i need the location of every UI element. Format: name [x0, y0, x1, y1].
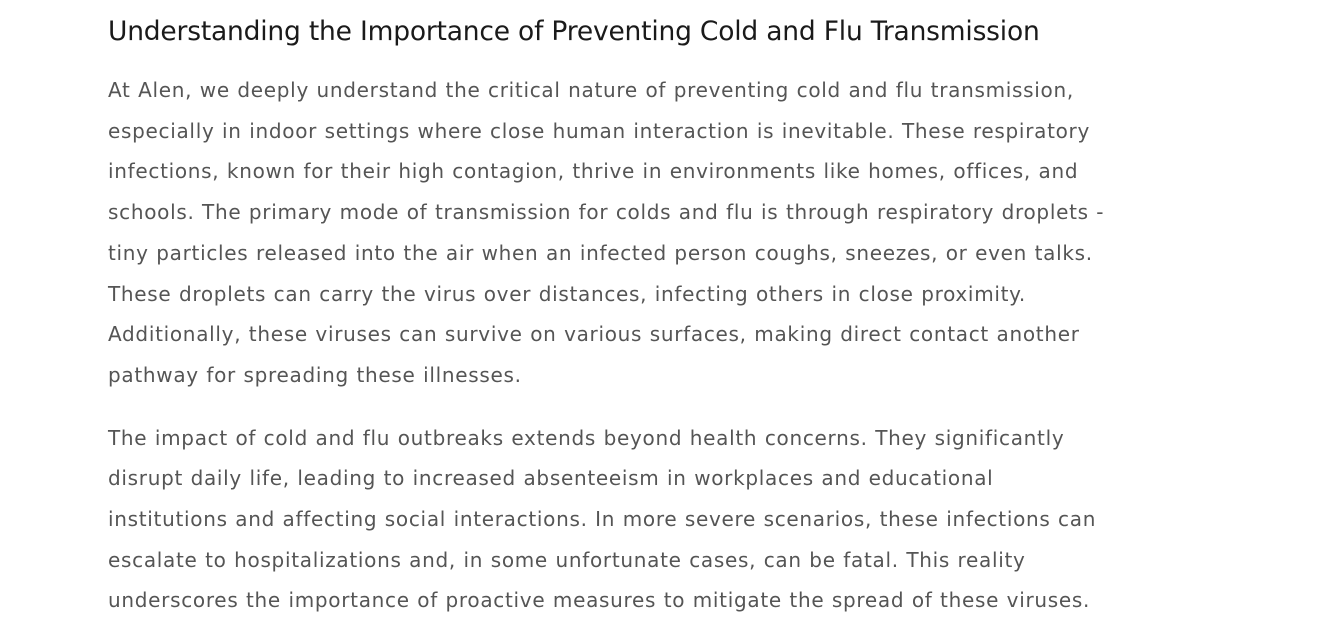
paragraph-line: tiny particles released into the air when an infected person coughs, sneezes, or even talks. — [108, 240, 1093, 265]
paragraph-impact — [108, 418, 1258, 622]
paragraph-line: At Alen, we deeply understand the critical nature of preventing cold and flu transmission, — [108, 78, 1074, 102]
paragraph-line: Additionally, these viruses can survive on various surfaces, making direct contact another — [108, 322, 1080, 347]
paragraph-transmission — [108, 70, 1258, 396]
paragraph-line: disrupt daily life, leading to increased absenteeism in workplaces and educational — [108, 466, 994, 491]
paragraph-line: escalate to hospitalizations and, in some unfortunate cases, can be fatal. This reality — [108, 547, 1026, 572]
paragraph-line: especially in indoor settings where close human interaction is inevitable. These respiratory — [108, 118, 1091, 143]
paragraph-line: The impact of cold and flu outbreaks extends beyond health concerns. They significantly — [108, 425, 1065, 450]
paragraph-line: These droplets can carry the virus over distances, infecting others in close proximity. — [108, 281, 1026, 306]
paragraph-line: underscores the importance of proactive measures to mitigate the spread of these viruses. — [108, 588, 1091, 613]
paragraph-line: pathway for spreading these illnesses. — [108, 362, 522, 387]
paragraph-line: institutions and affecting social interactions. In more severe scenarios, these infections can — [108, 507, 1097, 532]
article — [108, 12, 1258, 621]
paragraph-line: schools. The primary mode of transmission for colds and flu is through respiratory droplets - — [108, 200, 1105, 225]
paragraph-line: infections, known for their high contagion, thrive in environments like homes, offices, and — [108, 159, 1079, 184]
article-heading: Understanding the Importance of Preventing Cold and Flu Transmission — [108, 16, 1040, 47]
